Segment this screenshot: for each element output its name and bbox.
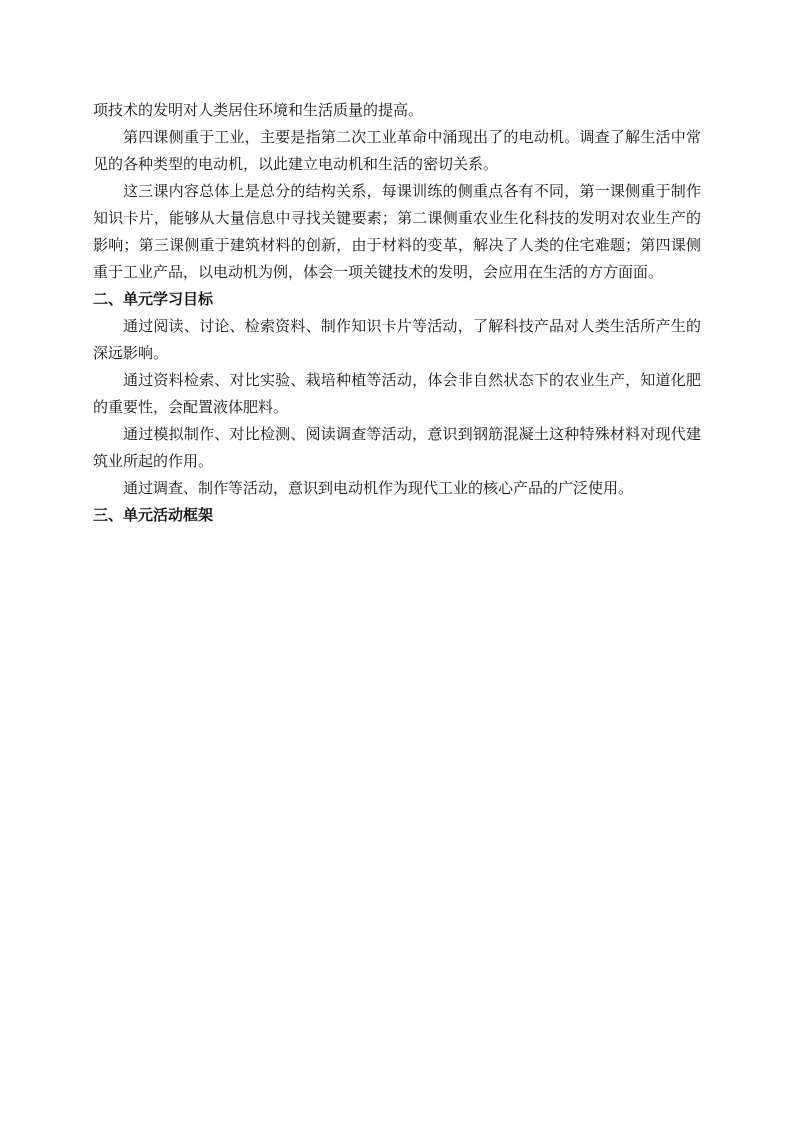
document-body <box>93 97 701 529</box>
paragraph-lesson-structure: 这三课内容总体上是总分的结构关系，每课训练的侧重点各有不同，第一课侧重于制作知识卡片，能够从大量信息中寻找关键要素；第二课侧重农业生化科技的发明对农业生产的影响；第三课侧重于建筑材料的创新，由于材料的变革，解决了人类的住宅难题；第四课侧重于工业产品，以电动机为例，体会一项关键技术的发明，会应用在生活的方方面面。 <box>93 182 701 281</box>
paragraph-lesson-four: 第四课侧重于工业，主要是指第二次工业革命中涌现出了的电动机。调查了解生活中常见的各种类型的电动机，以此建立电动机和生活的密切关系。 <box>93 128 701 173</box>
paragraph-housing-conclusion: 项技术的发明对人类居住环境和生活质量的提高。 <box>93 101 424 119</box>
goal-item-electric-motor: 通过调查、制作等活动，意识到电动机作为现代工业的核心产品的广泛使用。 <box>123 479 634 497</box>
goal-item-reading: 通过阅读、讨论、检索资料、制作知识卡片等活动，了解科技产品对人类生活所产生的深远影响。 <box>93 317 701 362</box>
section-heading-learning-goals: 二、单元学习目标 <box>93 290 214 308</box>
section-heading-activity-framework: 三、单元活动框架 <box>93 506 214 524</box>
goal-item-construction: 通过模拟制作、对比检测、阅读调查等活动，意识到钢筋混凝土这种特殊材料对现代建筑业所起的作用。 <box>93 425 701 470</box>
goal-item-agriculture: 通过资料检索、对比实验、栽培种植等活动，体会非自然状态下的农业生产，知道化肥的重要性，会配置液体肥料。 <box>93 371 701 416</box>
